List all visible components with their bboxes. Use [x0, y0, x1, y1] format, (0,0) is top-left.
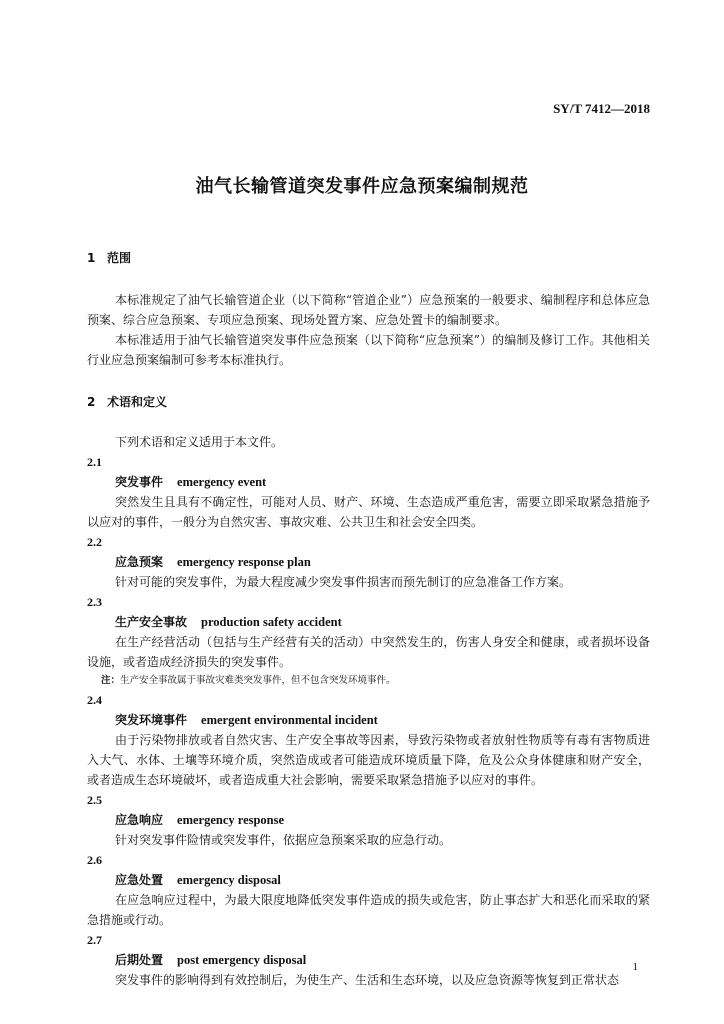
term-en: production safety accident — [201, 615, 342, 629]
term-definition: 突发事件的影响得到有效控制后，为使生产、生活和生态环境，以及应急资源等恢复到正常状态 — [115, 973, 620, 987]
note-text: 生产安全事故属于事故灾难类突发事件，但不包含突发环境事件。 — [120, 675, 396, 686]
term-en: post emergency disposal — [177, 953, 307, 967]
clause-number: 2.1 — [87, 455, 102, 469]
term-entry — [87, 552, 650, 572]
term-en: emergency response plan — [177, 555, 311, 569]
paragraph: 本标准适用于油气长输管道突发事件应急预案（以下简称“应急预案”）的编制及修订工作。其他相关行业应急预案编制可参考本标准执行。 — [87, 333, 650, 367]
term-entry — [87, 710, 650, 730]
term-en: emergency disposal — [177, 873, 281, 887]
note-label: 注： — [101, 675, 121, 686]
term-definition: 在生产经营活动（包括与生产经营有关的活动）中突然发生的，伤害人身安全和健康，或者损坏设备设施，或者造成经济损失的突发事件。 — [87, 635, 650, 669]
document-title: 油气长输管道突发事件应急预案编制规范 — [195, 176, 529, 197]
page-number: 1 — [632, 961, 638, 973]
clause-number: 2.3 — [87, 595, 102, 609]
clause-number: 2.5 — [87, 793, 102, 807]
term-en: emergency response — [177, 813, 285, 827]
section-title: 术语和定义 — [107, 395, 168, 409]
section-number: 2 — [87, 395, 96, 409]
term-entry — [87, 870, 650, 890]
term-definition: 突然发生且具有不确定性，可能对人员、财产、环境、生态造成严重危害，需要立即采取紧急措施予以应对的事件，一般分为自然灾害、事故灾难、公共卫生和社会安全四类。 — [87, 495, 650, 529]
clause-number: 2.2 — [87, 535, 102, 549]
term-en: emergency event — [177, 475, 267, 489]
term-zh: 突发环境事件 — [115, 713, 188, 727]
section-heading — [87, 392, 650, 412]
term-definition: 在应急响应过程中，为最大限度地降低突发事件造成的损失或危害，防止事态扩大和恶化而采取的紧急措施或行动。 — [87, 893, 650, 927]
standard-code: SY/T 7412—2018 — [553, 101, 650, 116]
section-heading — [87, 248, 650, 268]
clause-number: 2.4 — [87, 693, 102, 707]
term-entry — [87, 810, 650, 830]
term-zh: 后期处置 — [115, 953, 164, 967]
section-number: 1 — [87, 251, 96, 265]
term-zh: 生产安全事故 — [115, 615, 188, 629]
term-en: emergent environmental incident — [201, 713, 378, 727]
term-definition: 由于污染物排放或者自然灾害、生产安全事故等因素，导致污染物或者放射性物质等有毒有害物质进入大气、水体、土壤等环境介质，突然造成或者可能造成环境质量下降，危及公众身体健康和财产安全，或者造成生态环境破坏，或者造成重大社会影响，需要采取紧急措施予以应对的事件。 — [87, 733, 650, 787]
section-title: 范围 — [107, 251, 132, 265]
term-entry — [87, 472, 650, 492]
term-zh: 应急响应 — [115, 813, 164, 827]
term-note — [87, 672, 650, 690]
clause-number: 2.7 — [87, 933, 102, 947]
paragraph: 本标准规定了油气长输管道企业（以下简称“管道企业”）应急预案的一般要求、编制程序和总体应急预案、综合应急预案、专项应急预案、现场处置方案、应急处置卡的编制要求。 — [87, 293, 650, 327]
term-entry — [87, 612, 650, 632]
document-body — [87, 248, 650, 990]
term-zh: 突发事件 — [115, 475, 164, 489]
paragraph: 下列术语和定义适用于本文件。 — [115, 435, 284, 449]
term-definition: 针对突发事件险情或突发事件，依据应急预案采取的应急行动。 — [115, 833, 452, 847]
term-zh: 应急处置 — [115, 873, 164, 887]
clause-number: 2.6 — [87, 853, 102, 867]
term-definition: 针对可能的突发事件，为最大程度减少突发事件损害而预先制订的应急准备工作方案。 — [115, 575, 572, 589]
term-zh: 应急预案 — [115, 555, 164, 569]
term-entry — [87, 950, 650, 970]
